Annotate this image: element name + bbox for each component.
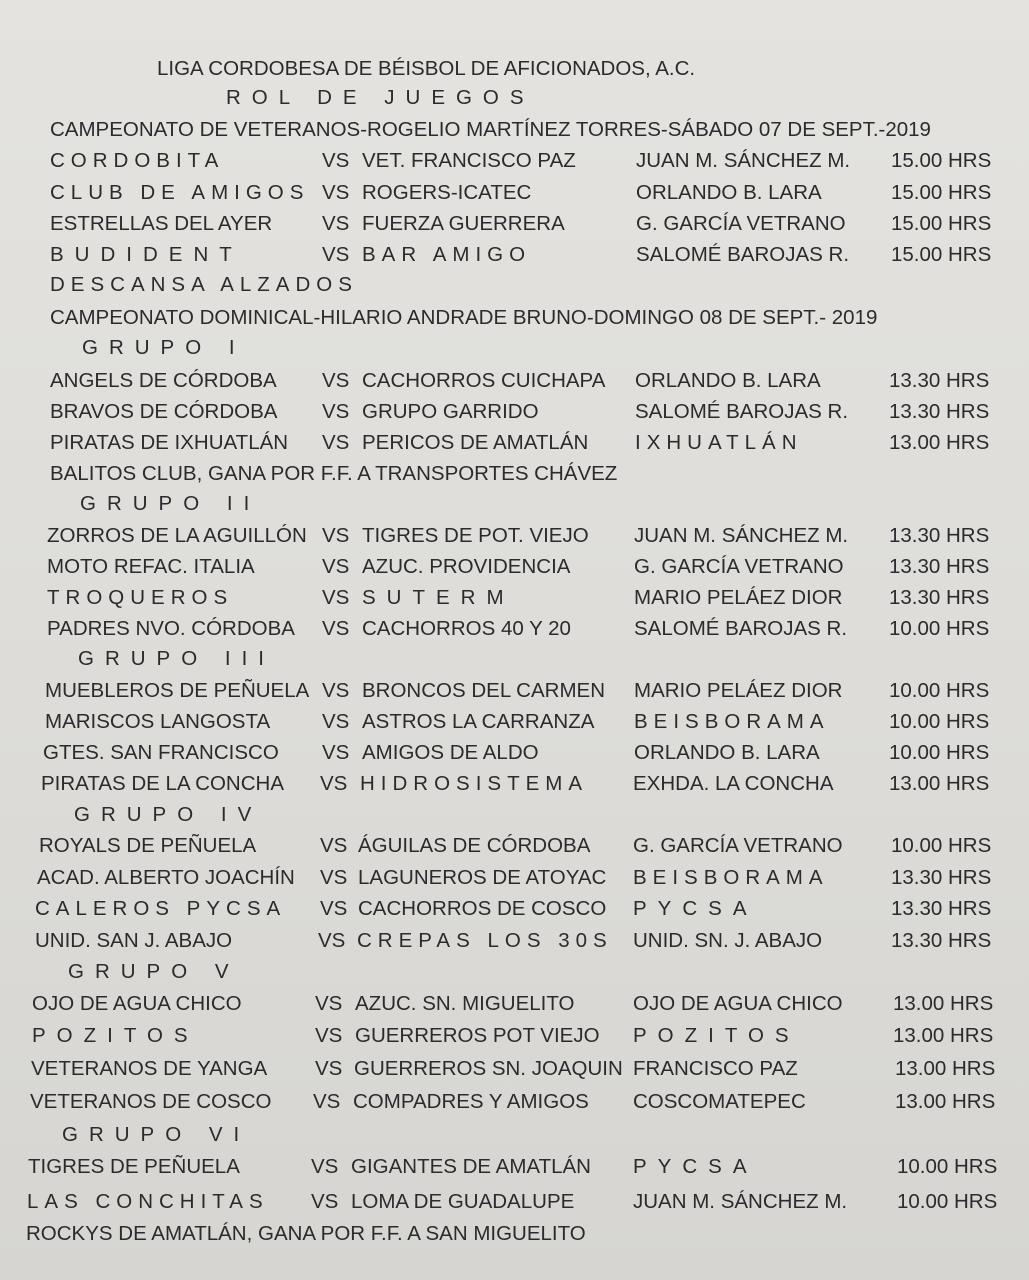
away-team: GUERREROS SN. JOAQUIN: [354, 1057, 623, 1080]
away-team: CACHORROS DE COSCO: [358, 897, 607, 920]
rest-note-line: [0, 269, 1029, 300]
home-team: LAS CONCHITAS: [27, 1190, 269, 1213]
game-row: [0, 1086, 1029, 1117]
field-name: MARIO PELÁEZ DIOR: [634, 679, 843, 702]
vs-label: VS: [322, 555, 350, 578]
field-name: JUAN M. SÁNCHEZ M.: [633, 1190, 848, 1213]
game-row: [0, 768, 1029, 799]
group-heading: [0, 1119, 1029, 1150]
home-team: PIRATAS DE LA CONCHA: [41, 772, 285, 795]
vs-label: VS: [322, 710, 350, 733]
game-time: 13.00 HRS: [895, 1090, 996, 1113]
vs-label: VS: [322, 181, 350, 204]
game-row: [0, 925, 1029, 956]
subtitle-line: [0, 82, 1029, 113]
away-team: AZUC. SN. MIGUELITO: [355, 992, 575, 1015]
game-row: [0, 582, 1029, 613]
group-heading: [0, 956, 1029, 987]
group-heading: [0, 799, 1029, 830]
field-name: JUAN M. SÁNCHEZ M.: [634, 524, 849, 547]
vs-label: VS: [318, 929, 346, 952]
forfeit-note-line: [0, 458, 1029, 489]
vs-label: VS: [322, 741, 350, 764]
section-heading-text: CAMPEONATO DOMINICAL-HILARIO ANDRADE BRUNO-DOMINGO 08 DE SEPT.- 2019: [50, 306, 878, 329]
game-row: [0, 520, 1029, 551]
game-time: 13.00 HRS: [895, 1057, 996, 1080]
field-name: IXHUATLÁN: [635, 431, 803, 454]
forfeit-note-line: [0, 1218, 1029, 1249]
group-label: GRUPO III: [78, 647, 275, 670]
away-team: VET. FRANCISCO PAZ: [362, 149, 576, 172]
game-time: 15.00 HRS: [891, 212, 992, 235]
game-time: 10.00 HRS: [889, 617, 990, 640]
home-team: MARISCOS LANGOSTA: [45, 710, 271, 733]
field-name: G. GARCÍA VETRANO: [636, 212, 846, 235]
home-team: TIGRES DE PEÑUELA: [28, 1155, 240, 1178]
away-team: CREPAS LOS 30S: [357, 929, 613, 952]
game-time: 13.00 HRS: [889, 431, 990, 454]
game-row: [0, 1053, 1029, 1084]
away-team: HIDROSISTEMA: [360, 772, 589, 795]
game-time: 15.00 HRS: [891, 243, 992, 266]
field-name: G. GARCÍA VETRANO: [634, 555, 844, 578]
group-label: GRUPO IV: [74, 803, 263, 826]
forfeit-note: ROCKYS DE AMATLÁN, GANA POR F.F. A SAN MIGUELITO: [26, 1222, 586, 1245]
away-team: ROGERS-ICATEC: [362, 181, 532, 204]
game-row: [0, 1186, 1029, 1217]
field-name: SALOMÉ BAROJAS R.: [636, 243, 850, 266]
away-team: GIGANTES DE AMATLÁN: [351, 1155, 591, 1178]
vs-label: VS: [322, 679, 350, 702]
game-time: 13.30 HRS: [891, 866, 992, 889]
game-time: 13.30 HRS: [889, 400, 990, 423]
group-label: GRUPO VI: [62, 1123, 251, 1146]
game-time: 13.30 HRS: [891, 897, 992, 920]
field-name: BEISBORAMA: [633, 866, 829, 889]
section-heading-dominical: [0, 302, 1029, 333]
vs-label: VS: [313, 1090, 341, 1113]
group-heading: [0, 643, 1029, 674]
game-time: 15.00 HRS: [891, 149, 992, 172]
field-name: ORLANDO B. LARA: [636, 181, 822, 204]
field-name: UNID. SN. J. ABAJO: [633, 929, 823, 952]
field-name: PYCSA: [633, 1155, 758, 1178]
game-row: [0, 239, 1029, 270]
game-time: 10.00 HRS: [889, 679, 990, 702]
game-row: [0, 365, 1029, 396]
away-team: AZUC. PROVIDENCIA: [362, 555, 571, 578]
vs-label: VS: [320, 834, 348, 857]
league-title-line: [0, 53, 1029, 84]
vs-label: VS: [322, 617, 350, 640]
section-heading-veteranos: [0, 114, 1029, 145]
group-label: GRUPO II: [80, 492, 261, 515]
game-time: 15.00 HRS: [891, 181, 992, 204]
home-team: MUEBLEROS DE PEÑUELA: [45, 679, 310, 702]
field-name: FRANCISCO PAZ: [633, 1057, 798, 1080]
game-row: [0, 862, 1029, 893]
vs-label: VS: [315, 1057, 343, 1080]
home-team: PADRES NVO. CÓRDOBA: [47, 617, 295, 640]
group-heading: [0, 488, 1029, 519]
away-team: LAGUNEROS DE ATOYAC: [358, 866, 607, 889]
vs-label: VS: [322, 431, 350, 454]
game-row: [0, 208, 1029, 239]
home-team: TROQUEROS: [47, 586, 234, 609]
game-time: 10.00 HRS: [897, 1190, 998, 1213]
field-name: ORLANDO B. LARA: [635, 369, 821, 392]
away-team: BAR AMIGO: [362, 243, 532, 266]
group-heading: [0, 332, 1029, 363]
away-team: LOMA DE GUADALUPE: [351, 1190, 575, 1213]
game-time: 13.00 HRS: [893, 1024, 994, 1047]
vs-label: VS: [320, 897, 348, 920]
home-team: CORDOBITA: [50, 149, 225, 172]
vs-label: VS: [320, 772, 348, 795]
game-row: [0, 988, 1029, 1019]
field-name: SALOMÉ BAROJAS R.: [635, 400, 849, 423]
vs-label: VS: [322, 212, 350, 235]
field-name: BEISBORAMA: [634, 710, 830, 733]
vs-label: VS: [322, 369, 350, 392]
away-team: ASTROS LA CARRANZA: [362, 710, 595, 733]
vs-label: VS: [311, 1155, 339, 1178]
game-row: [0, 145, 1029, 176]
home-team: CLUB DE AMIGOS: [50, 181, 310, 204]
home-team: GTES. SAN FRANCISCO: [43, 741, 279, 764]
game-row: [0, 1151, 1029, 1182]
home-team: OJO DE AGUA CHICO: [32, 992, 242, 1015]
field-name: PYCSA: [633, 897, 758, 920]
away-team: FUERZA GUERRERA: [362, 212, 565, 235]
vs-label: VS: [322, 149, 350, 172]
vs-label: VS: [320, 866, 348, 889]
game-row: [0, 551, 1029, 582]
group-label: GRUPO V: [68, 960, 240, 983]
home-team: PIRATAS DE IXHUATLÁN: [50, 431, 289, 454]
away-team: BRONCOS DEL CARMEN: [362, 679, 605, 702]
game-row: [0, 675, 1029, 706]
vs-label: VS: [322, 524, 350, 547]
away-team: SUTERM: [362, 586, 515, 609]
game-time: 13.00 HRS: [893, 992, 994, 1015]
home-team: MOTO REFAC. ITALIA: [47, 555, 255, 578]
game-row: [0, 427, 1029, 458]
away-team: PERICOS DE AMATLÁN: [362, 431, 589, 454]
home-team: VETERANOS DE YANGA: [31, 1057, 268, 1080]
away-team: GUERREROS POT VIEJO: [355, 1024, 600, 1047]
away-team: AMIGOS DE ALDO: [362, 741, 539, 764]
field-name: POZITOS: [633, 1024, 800, 1047]
game-time: 10.00 HRS: [891, 834, 992, 857]
section-heading-text: CAMPEONATO DE VETERANOS-ROGELIO MARTÍNEZ TORRES-SÁBADO 07 DE SEPT.-2019: [50, 118, 931, 141]
away-team: CACHORROS CUICHAPA: [362, 369, 606, 392]
game-time: 13.30 HRS: [889, 524, 990, 547]
away-team: GRUPO GARRIDO: [362, 400, 539, 423]
home-team: BUDIDENT: [50, 243, 243, 266]
game-row: [0, 737, 1029, 768]
away-team: CACHORROS 40 Y 20: [362, 617, 571, 640]
game-time: 13.30 HRS: [889, 555, 990, 578]
vs-label: VS: [322, 400, 350, 423]
home-team: ZORROS DE LA AGUILLÓN: [47, 524, 307, 547]
home-team: ESTRELLAS DEL AYER: [50, 212, 273, 235]
group-label: GRUPO I: [82, 336, 246, 359]
game-time: 13.30 HRS: [889, 369, 990, 392]
home-team: POZITOS: [32, 1024, 199, 1047]
home-team: CALEROS PYCSA: [35, 897, 287, 920]
game-row: [0, 613, 1029, 644]
vs-label: VS: [315, 992, 343, 1015]
field-name: JUAN M. SÁNCHEZ M.: [636, 149, 851, 172]
game-time: 13.00 HRS: [889, 772, 990, 795]
vs-label: VS: [315, 1024, 343, 1047]
game-row: [0, 177, 1029, 208]
vs-label: VS: [322, 586, 350, 609]
vs-label: VS: [311, 1190, 339, 1213]
home-team: ACAD. ALBERTO JOACHÍN: [37, 866, 295, 889]
game-row: [0, 1020, 1029, 1051]
home-team: BRAVOS DE CÓRDOBA: [50, 400, 278, 423]
forfeit-note: BALITOS CLUB, GANA POR F.F. A TRANSPORTES CHÁVEZ: [50, 462, 618, 485]
game-time: 10.00 HRS: [897, 1155, 998, 1178]
vs-label: VS: [322, 243, 350, 266]
home-team: VETERANOS DE COSCO: [30, 1090, 272, 1113]
field-name: COSCOMATEPEC: [633, 1090, 806, 1113]
league-title: LIGA CORDOBESA DE BÉISBOL DE AFICIONADOS, A.C.: [157, 57, 696, 80]
home-team: UNID. SAN J. ABAJO: [35, 929, 233, 952]
away-team: ÁGUILAS DE CÓRDOBA: [358, 834, 591, 857]
field-name: SALOMÉ BAROJAS R.: [634, 617, 848, 640]
field-name: MARIO PELÁEZ DIOR: [634, 586, 843, 609]
home-team: ROYALS DE PEÑUELA: [39, 834, 257, 857]
game-row: [0, 893, 1029, 924]
game-time: 10.00 HRS: [889, 710, 990, 733]
game-row: [0, 830, 1029, 861]
game-row: [0, 706, 1029, 737]
away-team: TIGRES DE POT. VIEJO: [362, 524, 589, 547]
home-team: ANGELS DE CÓRDOBA: [50, 369, 277, 392]
game-row: [0, 396, 1029, 427]
game-time: 13.30 HRS: [889, 586, 990, 609]
field-name: EXHDA. LA CONCHA: [633, 772, 834, 795]
game-time: 13.30 HRS: [891, 929, 992, 952]
subtitle: ROL DE JUEGOS: [226, 86, 535, 109]
field-name: ORLANDO B. LARA: [634, 741, 820, 764]
field-name: OJO DE AGUA CHICO: [633, 992, 843, 1015]
game-time: 10.00 HRS: [889, 741, 990, 764]
away-team: COMPADRES Y AMIGOS: [353, 1090, 589, 1113]
field-name: G. GARCÍA VETRANO: [633, 834, 843, 857]
rest-note: DESCANSA ALZADOS: [50, 273, 358, 296]
